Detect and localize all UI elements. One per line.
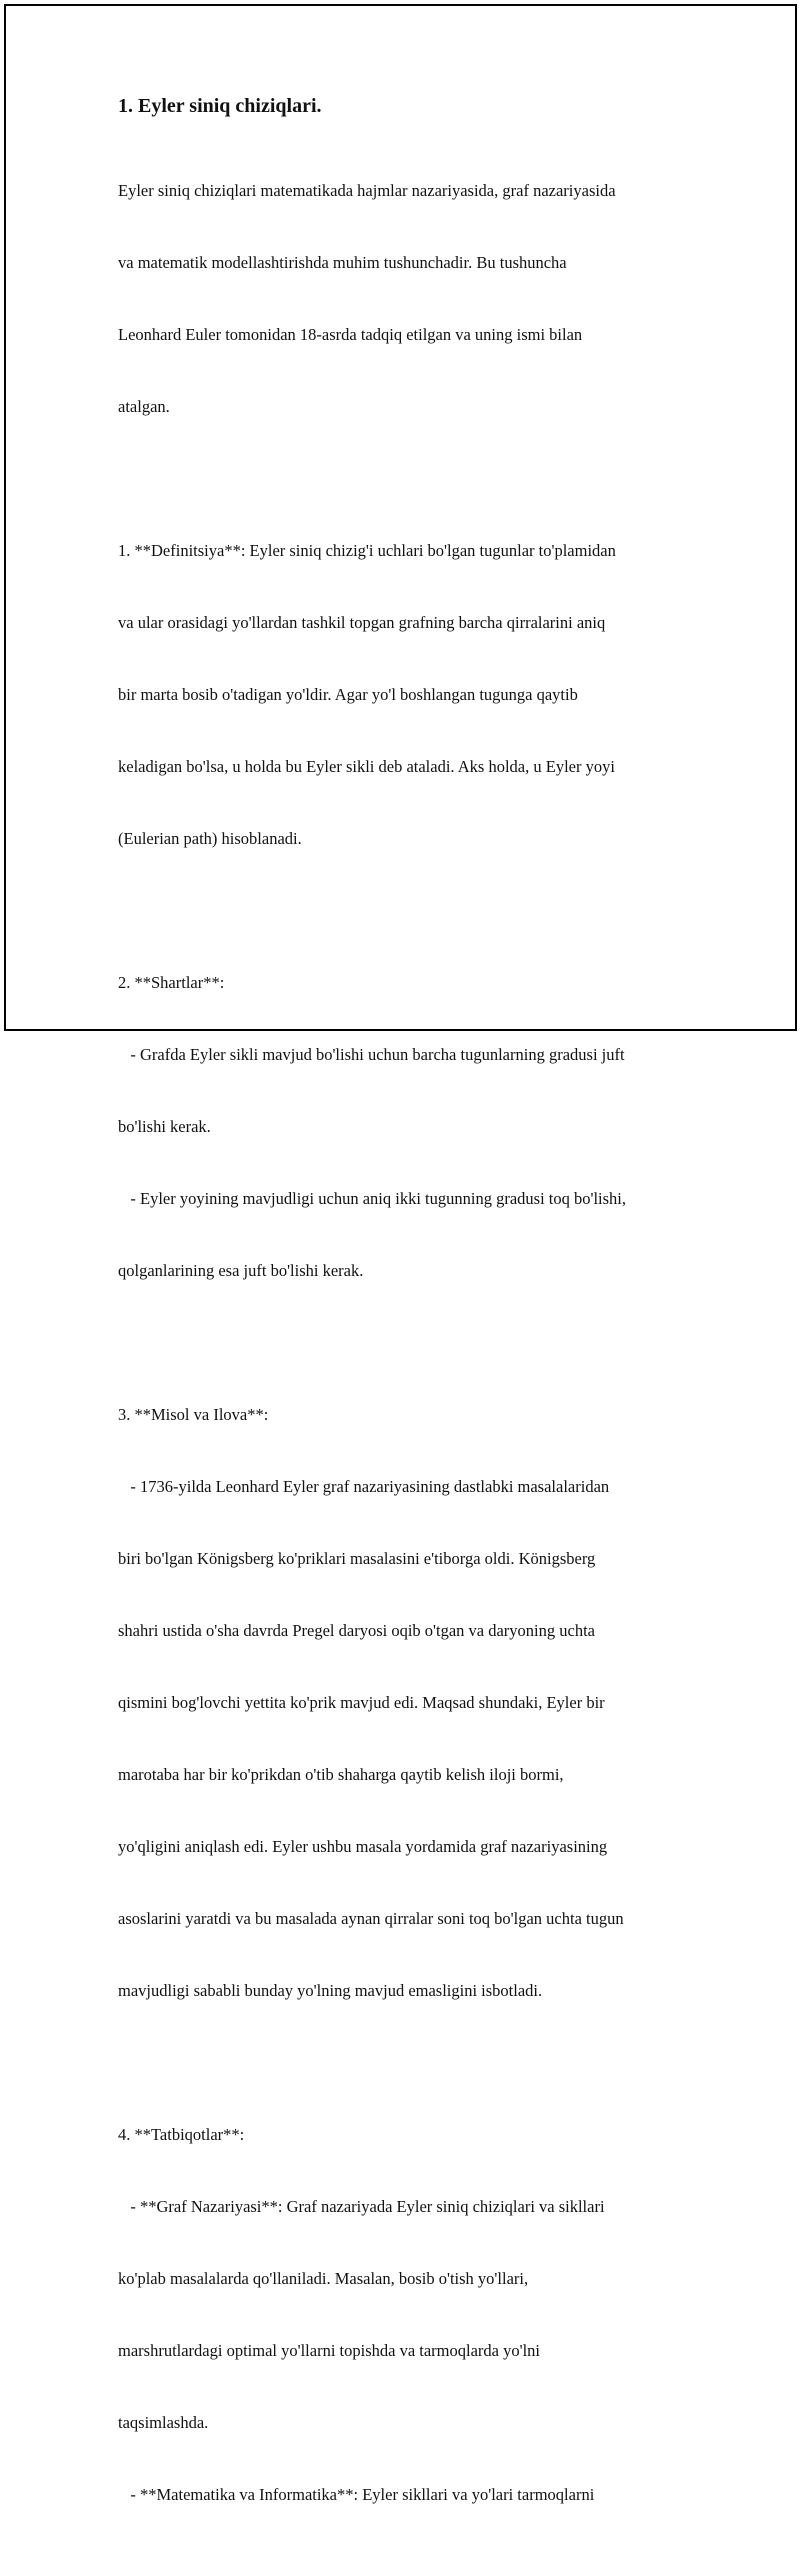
text-line: Eyler siniq chiziqlari matematikada hajmlar nazariyasida, graf nazariyasida: [118, 181, 616, 200]
definition-section: [118, 491, 698, 899]
applications-section: [118, 2075, 698, 2555]
text-line: biri bo'lgan Königsberg ko'priklari masalasini e'tiborga oldi. Königsberg: [118, 1549, 596, 1568]
text-line: 2. **Shartlar**:: [118, 973, 225, 992]
example-section: [118, 1355, 698, 2051]
text-line: Leonhard Euler tomonidan 18-asrda tadqiq etilgan va uning ismi bilan: [118, 325, 583, 344]
text-line: yo'qligini aniqlash edi. Eyler ushbu masala yordamida graf nazariyasining: [118, 1837, 608, 1856]
text-line: taqsimlashda.: [118, 2413, 209, 2432]
text-line: qismini bog'lovchi yettita ko'prik mavjud edi. Maqsad shundaki, Eyler bir: [118, 1693, 605, 1712]
text-line: va matematik modellashtirishda muhim tushunchadir. Bu tushuncha: [118, 253, 567, 272]
text-line: - **Graf Nazariyasi**: Graf nazariyada Eyler siniq chiziqlari va sikllari: [118, 2197, 605, 2216]
text-line: 1. **Definitsiya**: Eyler siniq chizig'i uchlari bo'lgan tugunlar to'plamidan: [118, 541, 616, 560]
document-body: [118, 93, 698, 2555]
text-line: atalgan.: [118, 397, 170, 416]
text-line: qolganlarining esa juft bo'lishi kerak.: [118, 1261, 364, 1280]
text-line: ko'plab masalalarda qo'llaniladi. Masalan, bosib o'tish yo'llari,: [118, 2269, 529, 2288]
document-title: 1. Eyler siniq chiziqlari.: [118, 95, 322, 117]
text-line: bir marta bosib o'tadigan yo'ldir. Agar yo'l boshlangan tugunga qaytib: [118, 685, 578, 704]
text-line: keladigan bo'lsa, u holda bu Eyler sikli deb ataladi. Aks holda, u Eyler yoyi: [118, 757, 615, 776]
text-line: (Eulerian path) hisoblanadi.: [118, 829, 302, 848]
text-line: - Grafda Eyler sikli mavjud bo'lishi uchun barcha tugunlarning gradusi juft: [118, 1045, 625, 1064]
text-line: 4. **Tatbiqotlar**:: [118, 2125, 245, 2144]
text-line: asoslarini yaratdi va bu masalada aynan qirralar soni toq bo'lgan uchta tugun: [118, 1909, 624, 1928]
text-line: shahri ustida o'sha davrda Pregel daryosi oqib o'tgan va daryoning uchta: [118, 1621, 595, 1640]
text-line: marotaba har bir ko'prikdan o'tib shaharga qaytib kelish iloji bormi,: [118, 1765, 564, 1784]
text-line: - **Matematika va Informatika**: Eyler sikllari va yo'lari tarmoqlarni: [118, 2485, 595, 2504]
conditions-section: [118, 923, 698, 1331]
text-line: mavjudligi sababli bunday yo'lning mavjud emasligini isbotladi.: [118, 1981, 543, 2000]
intro-paragraph: [118, 131, 698, 467]
text-line: - 1736-yilda Leonhard Eyler graf nazariyasining dastlabki masalalaridan: [118, 1477, 610, 1496]
text-line: marshrutlardagi optimal yo'llarni topishda va tarmoqlarda yo'lni: [118, 2341, 541, 2360]
text-line: - Eyler yoyining mavjudligi uchun aniq ikki tugunning gradusi toq bo'lishi,: [118, 1189, 627, 1208]
text-line: 3. **Misol va Ilova**:: [118, 1405, 269, 1424]
text-line: bo'lishi kerak.: [118, 1117, 211, 1136]
text-line: va ular orasidagi yo'llardan tashkil topgan grafning barcha qirralarini aniq: [118, 613, 606, 632]
